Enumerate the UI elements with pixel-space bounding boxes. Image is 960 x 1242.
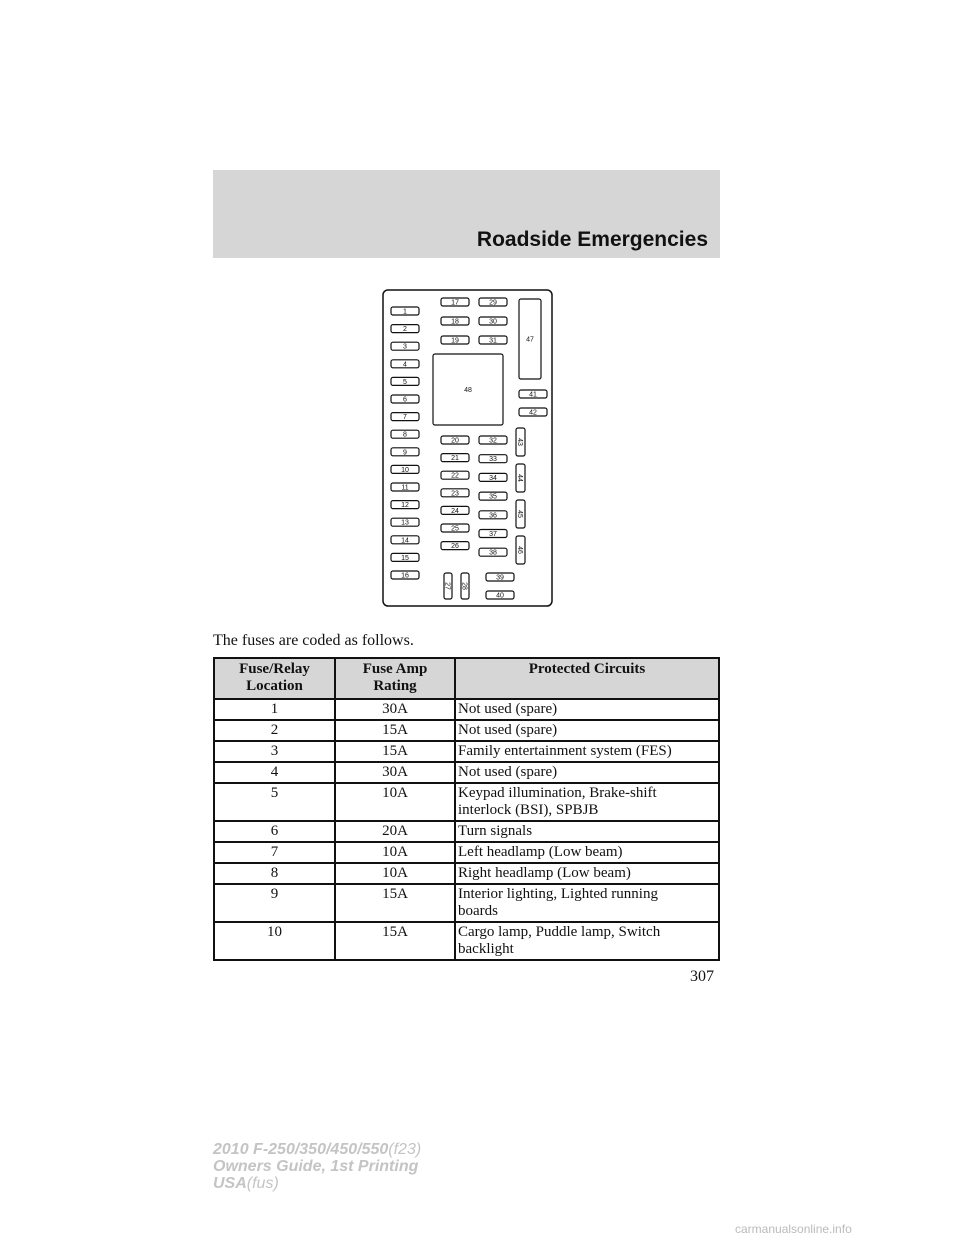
fuse-9 — [391, 448, 419, 457]
cell-location: 2 — [214, 720, 335, 741]
fuse-label: 7 — [403, 414, 407, 422]
watermark: carmanualsonline.info — [735, 1222, 852, 1236]
fuse-panel-diagram — [382, 289, 553, 607]
cell-amp: 30A — [335, 762, 455, 783]
cell-circuits — [455, 863, 719, 884]
table-row — [214, 842, 719, 863]
cell-amp: 10A — [335, 842, 455, 863]
fuse-label: 18 — [451, 318, 459, 326]
fuse-5 — [391, 377, 419, 386]
fuse-24 — [441, 506, 469, 515]
fuse-23 — [441, 489, 469, 498]
circuit-line: Not used (spare) — [458, 701, 558, 717]
fuse-21 — [441, 454, 469, 463]
cell-location: 7 — [214, 842, 335, 863]
fuse-17 — [441, 298, 469, 307]
fuse-22 — [441, 471, 469, 480]
fuse-30 — [479, 317, 507, 326]
footer-model: 2010 F-250/350/450/550 — [213, 1141, 389, 1158]
fuse-27 — [444, 573, 453, 599]
fuse-label: 17 — [451, 299, 459, 307]
fuse-label: 9 — [403, 449, 407, 457]
fuse-label: 26 — [451, 543, 459, 551]
circuit-line: boards — [458, 903, 498, 919]
fuse-28 — [461, 573, 470, 599]
circuit-line: interlock (BSI), SPBJB — [458, 802, 599, 818]
fuse-33 — [479, 455, 507, 464]
circuit-line: Family entertainment system (FES) — [458, 743, 672, 759]
circuit-line: Cargo lamp, Puddle lamp, Switch — [458, 924, 661, 940]
fuse-label: 42 — [529, 409, 537, 417]
header-amp-line2: Rating — [373, 678, 417, 694]
circuit-line: Interior lighting, Lighted running — [458, 886, 658, 902]
cell-amp: 30A — [335, 699, 455, 720]
fuse-label: 46 — [516, 546, 523, 554]
fuse-37 — [479, 530, 507, 539]
fuse-14 — [391, 536, 419, 545]
cell-circuits — [455, 884, 719, 922]
fuse-label: 47 — [526, 336, 534, 344]
fuse-label: 37 — [489, 531, 497, 538]
cell-location: 8 — [214, 863, 335, 884]
header-location — [214, 658, 335, 699]
fuse-label: 12 — [401, 502, 409, 510]
fuse-48 — [433, 354, 503, 425]
table-row — [214, 783, 719, 821]
circuit-line: Not used (spare) — [458, 722, 558, 738]
footer-line1 — [213, 1141, 421, 1158]
fuse-43 — [516, 428, 525, 456]
fuse-label: 25 — [451, 525, 459, 533]
fuse-38 — [479, 548, 507, 557]
footer-market: USA — [213, 1175, 247, 1192]
fuse-46 — [516, 536, 525, 564]
header-amp — [335, 658, 455, 699]
fuse-19 — [441, 336, 469, 345]
fuse-45 — [516, 500, 525, 528]
footer-line2: Owners Guide, 1st Printing — [213, 1158, 419, 1175]
fuse-label: 38 — [489, 549, 497, 557]
fuse-25 — [441, 524, 469, 533]
fuse-label: 16 — [401, 572, 409, 580]
cell-amp: 15A — [335, 720, 455, 741]
fuse-44 — [516, 464, 525, 492]
cell-circuits — [455, 922, 719, 960]
fuse-label: 2 — [403, 326, 407, 334]
fuse-label: 27 — [443, 582, 451, 590]
cell-amp: 10A — [335, 863, 455, 884]
cell-amp: 20A — [335, 821, 455, 842]
fuse-label: 36 — [489, 512, 497, 520]
header-location-line2: Location — [246, 678, 303, 694]
section-header-band — [213, 170, 720, 258]
fuse-1 — [391, 307, 419, 316]
fuse-label: 10 — [401, 466, 409, 474]
cell-location: 5 — [214, 783, 335, 821]
table-row — [214, 720, 719, 741]
fuse-42 — [519, 408, 547, 417]
cell-circuits — [455, 762, 719, 783]
footer — [213, 1141, 421, 1192]
fuse-label: 19 — [451, 337, 459, 345]
fuse-3 — [391, 342, 419, 351]
fuse-table — [213, 657, 720, 961]
fuse-label: 44 — [516, 474, 523, 482]
fuse-32 — [479, 436, 507, 445]
circuit-line: Right headlamp (Low beam) — [458, 865, 631, 881]
table-row — [214, 741, 719, 762]
fuse-label: 30 — [489, 318, 497, 326]
cell-location: 10 — [214, 922, 335, 960]
header-location-line1: Fuse/Relay — [239, 661, 310, 677]
fuse-4 — [391, 360, 419, 369]
table-row — [214, 699, 719, 720]
fuse-label: 3 — [403, 343, 407, 351]
fuse-label: 48 — [464, 387, 472, 394]
fuse-label: 41 — [529, 391, 537, 399]
cell-location: 9 — [214, 884, 335, 922]
fuse-label: 22 — [451, 472, 459, 480]
fuse-29 — [479, 298, 507, 307]
fuse-11 — [391, 483, 419, 492]
fuse-label: 14 — [401, 537, 409, 545]
fuse-label: 35 — [489, 493, 497, 501]
cell-amp: 15A — [335, 884, 455, 922]
fuse-7 — [391, 413, 419, 422]
fuse-13 — [391, 518, 419, 527]
circuit-line: Turn signals — [458, 823, 533, 839]
fuse-label: 45 — [516, 510, 523, 518]
fuse-15 — [391, 553, 419, 562]
fuse-36 — [479, 511, 507, 520]
fuse-label: 8 — [403, 431, 407, 439]
fuse-label: 23 — [451, 490, 459, 498]
header-amp-line1: Fuse Amp — [362, 661, 428, 677]
cell-circuits — [455, 699, 719, 720]
footer-code: (f23) — [388, 1141, 422, 1158]
fuse-label: 5 — [403, 378, 407, 386]
fuse-label: 31 — [489, 337, 497, 345]
fuse-label: 39 — [496, 574, 504, 582]
table-row — [214, 821, 719, 842]
fuse-6 — [391, 395, 419, 404]
cell-location: 4 — [214, 762, 335, 783]
circuit-line: Left headlamp (Low beam) — [458, 844, 623, 860]
fuse-8 — [391, 430, 419, 439]
header-circuits: Protected Circuits — [455, 658, 719, 699]
fuse-label: 20 — [451, 437, 459, 445]
fuse-label: 28 — [460, 582, 468, 590]
fuse-label: 4 — [403, 361, 407, 369]
fuse-label: 29 — [489, 299, 497, 307]
fuse-18 — [441, 317, 469, 326]
fuse-label: 11 — [401, 484, 409, 492]
cell-amp: 15A — [335, 741, 455, 762]
fuse-label: 24 — [451, 507, 459, 515]
table-header-row — [214, 658, 719, 699]
cell-location: 6 — [214, 821, 335, 842]
fuse-31 — [479, 336, 507, 345]
fuse-20 — [441, 436, 469, 445]
fuse-41 — [519, 390, 547, 399]
cell-circuits — [455, 821, 719, 842]
fuse-34 — [479, 473, 507, 482]
cell-circuits — [455, 842, 719, 863]
circuit-line: backlight — [458, 941, 514, 957]
cell-circuits — [455, 741, 719, 762]
fuse-label: 6 — [403, 396, 407, 404]
footer-line3 — [213, 1175, 421, 1192]
footer-market-code: (fus) — [246, 1175, 279, 1192]
fuse-label: 40 — [496, 592, 504, 600]
fuse-label: 34 — [489, 474, 497, 482]
fuse-40 — [486, 591, 514, 600]
fuse-26 — [441, 542, 469, 551]
cell-location: 1 — [214, 699, 335, 720]
cell-location: 3 — [214, 741, 335, 762]
section-title: Roadside Emergencies — [476, 228, 708, 251]
fuse-label: 21 — [451, 455, 459, 463]
fuse-label: 32 — [489, 437, 497, 445]
fuse-35 — [479, 492, 507, 501]
fuse-10 — [391, 465, 419, 474]
table-row — [214, 922, 719, 960]
fuse-39 — [486, 573, 514, 582]
fuse-label: 1 — [403, 308, 407, 316]
table-row — [214, 884, 719, 922]
page-number: 307 — [690, 968, 714, 985]
fuse-2 — [391, 325, 419, 334]
fuse-label: 13 — [401, 519, 409, 527]
cell-circuits — [455, 783, 719, 821]
fuse-label: 33 — [489, 456, 497, 464]
table-row — [214, 762, 719, 783]
cell-circuits — [455, 720, 719, 741]
cell-amp: 15A — [335, 922, 455, 960]
fuse-47 — [519, 299, 541, 379]
intro-text: The fuses are coded as follows. — [213, 632, 414, 649]
fuse-16 — [391, 571, 419, 580]
fuse-label: 43 — [516, 438, 523, 446]
fuse-12 — [391, 501, 419, 510]
cell-amp: 10A — [335, 783, 455, 821]
circuit-line: Keypad illumination, Brake-shift — [458, 785, 657, 801]
table-row — [214, 863, 719, 884]
circuit-line: Not used (spare) — [458, 764, 558, 780]
fuse-label: 15 — [401, 554, 409, 562]
